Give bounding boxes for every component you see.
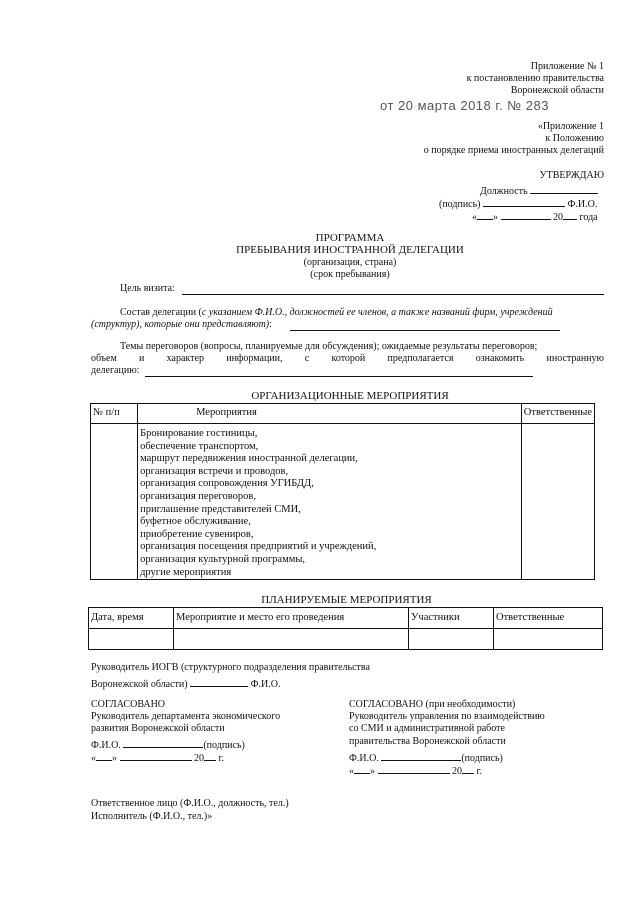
approve-position-label: Должность: [480, 186, 528, 197]
org-events-title: ОРГАНИЗАЦИОННЫЕ МЕРОПРИЯТИЯ: [251, 390, 449, 402]
delegation-label: Состав делегации (: [120, 307, 202, 318]
date-open-quote: «: [91, 753, 96, 764]
col-events-header: Мероприятия: [138, 404, 522, 424]
col-event-place-header: Мероприятие и место его проведения: [174, 608, 409, 629]
appendix-line1: Приложение № 1: [530, 61, 604, 72]
date-close-quote: »: [493, 212, 498, 223]
approve-fio-label: Ф.И.О.: [567, 199, 598, 210]
year-suffix: г.: [218, 753, 224, 764]
org-event-item: организация посещения предприятий и учреждений,: [140, 541, 377, 553]
org-events-header-row: [91, 404, 595, 424]
month-blank: [501, 208, 551, 220]
agreed-right-line2: со СМИ и административной работе: [349, 723, 505, 734]
org-event-item: приглашение представителей СМИ,: [140, 503, 301, 515]
date-close-quote: »: [112, 753, 117, 764]
col-datetime-header: Дата, время: [89, 608, 174, 629]
head-label: Воронежской области): [91, 679, 188, 690]
year-blank: [204, 749, 216, 761]
appendix-line2: к постановлению правительства: [466, 73, 604, 84]
planned-events-empty-row: [89, 629, 603, 650]
registration-stamp: от 20 марта 2018 г. № 283: [380, 98, 550, 113]
org-events-number-cell: [91, 424, 138, 580]
agreed-left-title: СОГЛАСОВАНО: [91, 699, 166, 710]
appendix-line3: Воронежской области: [510, 85, 604, 96]
day-blank: [96, 749, 112, 761]
program-title: ПРОГРАММА: [315, 232, 385, 244]
delegation-hint: с указанием Ф.И.О., должностей ее членов, а также названий фирм, учреждений: [201, 307, 553, 318]
date-open-quote: «: [472, 212, 477, 223]
org-event-item: организация встречи и проводов,: [140, 465, 289, 477]
topics-line2: объем и характер информации, с которой предполагается ознакомить иностранную: [91, 353, 604, 364]
date-open-quote: «: [349, 766, 354, 777]
head-signature-blank: [190, 675, 248, 687]
appendix2-line2: к Положению: [545, 133, 604, 144]
org-event-item: организация сопровождения УГИБДД,: [140, 478, 314, 490]
agreed-left-line1: Руководитель департамента экономического: [91, 711, 281, 722]
planned-events-table: [88, 607, 603, 650]
org-event-item: Бронирование гостиницы,: [140, 428, 258, 439]
date-close-quote: »: [370, 766, 375, 777]
appendix2-line3: о порядке приема иностранных делегаций: [423, 145, 604, 156]
day-blank: [354, 762, 370, 774]
table-cell: [174, 629, 409, 650]
topics-line3: делегацию:: [91, 365, 140, 376]
agreed-right-line1: Руководитель управления по взаимодействию: [349, 711, 545, 722]
org-event-item: организация культурной программы,: [140, 553, 306, 565]
org-event-item: обеспечение транспортом,: [140, 440, 259, 452]
topics-blank: [145, 365, 533, 377]
topics-line1: Темы переговоров (вопросы, планируемые для обсуждения); ожидаемые результаты переговоров;: [120, 341, 538, 352]
signature-blank: [483, 195, 565, 207]
delegation-colon: :: [269, 319, 272, 330]
head-line2: [91, 675, 280, 691]
year-suffix: г.: [476, 766, 482, 777]
head-line1: Руководитель ИОГВ (структурного подразделения правительства: [91, 662, 370, 673]
appendix2-line1: «Приложение 1: [537, 121, 604, 132]
month-blank: [120, 749, 192, 761]
col-number-header: № п/п: [91, 404, 138, 424]
delegation-line2: [91, 319, 272, 331]
org-events-row: [91, 424, 595, 580]
table-cell: [89, 629, 174, 650]
footer-responsible: Ответственное лицо (Ф.И.О., должность, тел.): [91, 798, 289, 809]
agreed-left-date-row: [91, 749, 224, 765]
program-period: (срок пребывания): [310, 269, 390, 280]
org-event-item: маршрут передвижения иностранной делегации,: [140, 453, 358, 465]
org-events-responsible-cell: [521, 424, 594, 580]
col-participants-header: Участники: [409, 608, 494, 629]
year-prefix: 20: [553, 212, 563, 223]
org-event-item: приобретение сувениров,: [140, 528, 254, 540]
org-event-item: организация переговоров,: [140, 490, 257, 502]
approve-title: УТВЕРЖДАЮ: [539, 170, 604, 181]
visit-goal-label: Цель визита:: [120, 283, 175, 294]
day-blank: [477, 208, 493, 220]
agreed-left-fio: Ф.И.О.: [91, 740, 121, 751]
table-cell: [409, 629, 494, 650]
org-events-list-cell: [138, 424, 522, 580]
delegation-blank: [290, 319, 560, 331]
agreed-right-fio: Ф.И.О.: [349, 753, 379, 764]
visit-goal-blank: [182, 283, 604, 295]
agreed-left-signature: (подпись): [203, 740, 245, 751]
delegation-hint-cont: (структур), которые они представляют): [91, 319, 270, 330]
year-prefix: 20: [194, 753, 204, 764]
col-responsible-header: Ответственные: [521, 404, 594, 424]
head-fio: Ф.И.О.: [250, 679, 281, 690]
footer-executor: Исполнитель (Ф.И.О., тел.)»: [91, 811, 213, 822]
signature-blank: [123, 736, 203, 748]
table-cell: [494, 629, 603, 650]
program-subtitle: ПРЕБЫВАНИЯ ИНОСТРАННОЙ ДЕЛЕГАЦИИ: [236, 244, 464, 256]
org-event-item: другие мероприятия: [140, 566, 232, 578]
approve-signature-label: (подпись): [439, 199, 481, 210]
org-events-table: [90, 403, 595, 580]
planned-events-title: ПЛАНИРУЕМЫЕ МЕРОПРИЯТИЯ: [261, 594, 432, 606]
agreed-right-date-row: [349, 762, 482, 778]
org-event-item: буфетное обслуживание,: [140, 516, 251, 528]
approve-date-row: [472, 208, 598, 224]
planned-events-header-row: [89, 608, 603, 629]
agreed-left-line2: развития Воронежской области: [91, 723, 225, 734]
position-blank: [530, 182, 598, 194]
program-org: (организация, страна): [303, 257, 397, 268]
year-suffix: года: [579, 212, 598, 223]
month-blank: [378, 762, 450, 774]
agreed-right-title: СОГЛАСОВАНО (при необходимости): [349, 699, 516, 710]
agreed-right-signature: (подпись): [461, 753, 503, 764]
year-prefix: 20: [452, 766, 462, 777]
signature-blank: [381, 749, 461, 761]
col-planned-responsible-header: Ответственные: [494, 608, 603, 629]
agreed-right-line3: правительства Воронежской области: [349, 736, 506, 747]
delegation-line1: [120, 307, 553, 319]
year-blank: [462, 762, 474, 774]
year-blank: [563, 208, 577, 220]
